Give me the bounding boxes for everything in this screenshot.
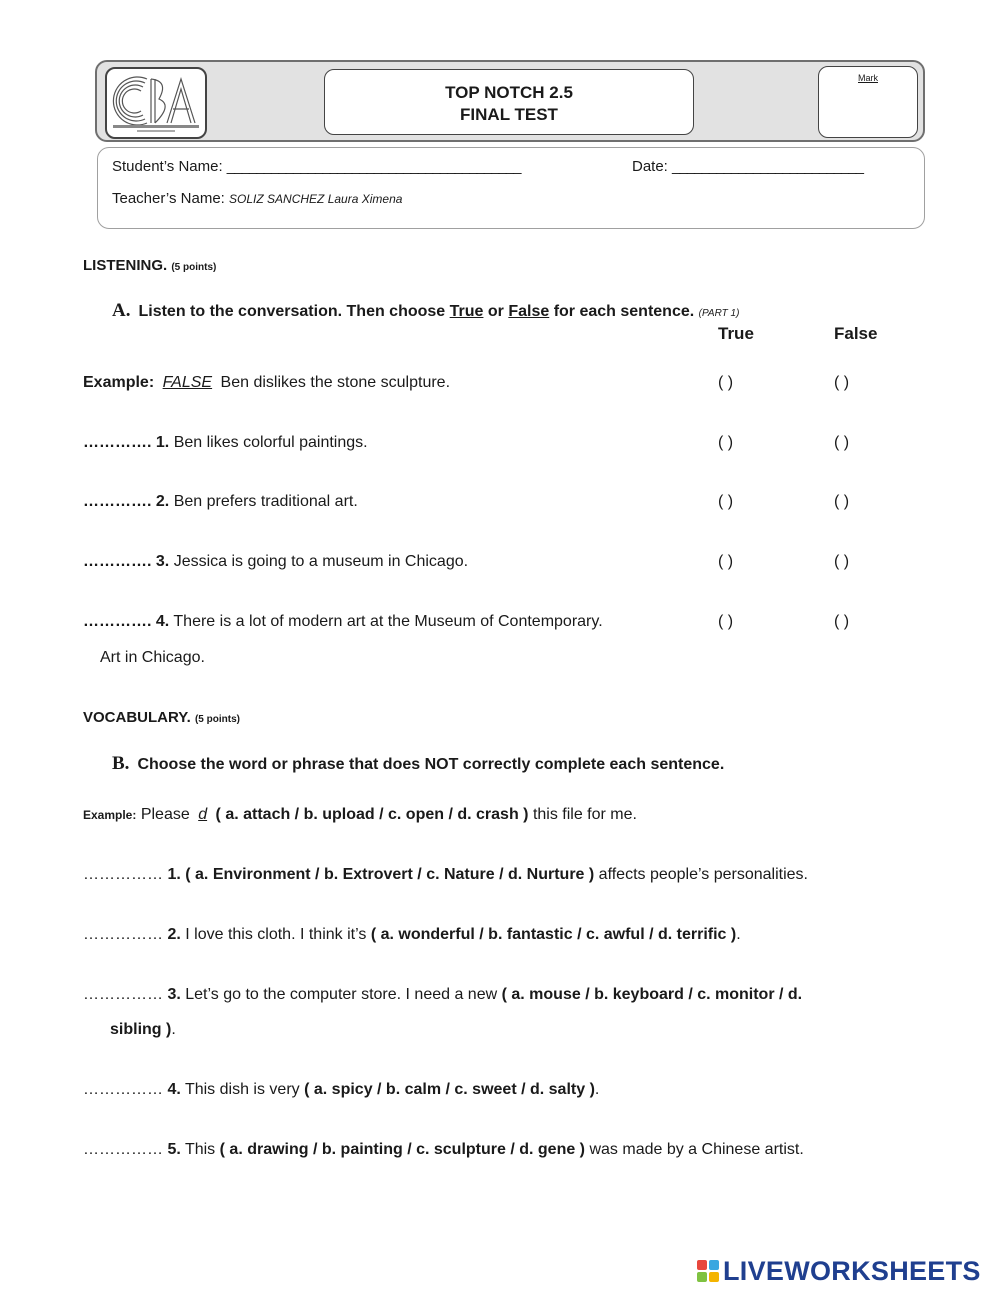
item-4-true-choice[interactable]: ( ): [718, 613, 734, 630]
date-field[interactable]: __________________________: [672, 158, 863, 175]
example-true-choice[interactable]: ( ): [718, 374, 734, 391]
example-label: Example:: [83, 808, 137, 822]
vocabulary-example: Example: Please d ( a. attach / b. upload / c. open / d. crash ) this file for me.: [83, 806, 637, 823]
item-text-after: .: [594, 1081, 600, 1098]
answer-blank[interactable]: ……………: [83, 866, 163, 883]
answer-blank[interactable]: ………….: [83, 553, 152, 570]
item-number: 1.: [167, 866, 181, 883]
item-1-false-choice[interactable]: ( ): [834, 434, 850, 451]
column-true-header: True: [718, 324, 754, 343]
school-logo: [105, 67, 207, 139]
item-text-before: This dish is very: [184, 1081, 300, 1098]
item-text-after: was made by a Chinese artist.: [589, 1141, 804, 1158]
liveworksheets-brand: LIVEWORKSHEETS: [723, 1255, 981, 1286]
vocabulary-item-4: [83, 1081, 599, 1099]
listening-instruction: A. Listen to the conversation. Then choose True or False for each sentence. (PART 1): [112, 300, 740, 321]
item-2-false-choice[interactable]: ( ): [834, 493, 850, 510]
item-number: 4.: [167, 1081, 181, 1098]
vocabulary-points: (5 points): [194, 714, 240, 725]
example-false-choice[interactable]: ( ): [834, 374, 850, 391]
mark-label: Mark: [858, 73, 878, 83]
header-band: [95, 60, 925, 142]
item-options: ( a. drawing / b. painting / c. sculpture / d. gene ): [219, 1141, 586, 1158]
vocabulary-item-3: [83, 986, 802, 1004]
item-text-before: Let’s go to the computer store. I need a new: [185, 986, 498, 1003]
example-answer: FALSE: [162, 374, 213, 391]
item-text: Ben prefers traditional art.: [173, 493, 358, 510]
liveworksheets-icon: [697, 1260, 719, 1282]
item-options: ( a. spicy / b. calm / c. sweet / d. salty ): [304, 1081, 595, 1098]
example-answer: d: [198, 806, 208, 823]
answer-blank[interactable]: ……………: [83, 1081, 163, 1098]
student-info-box: [97, 147, 925, 229]
item-number: 3.: [167, 986, 181, 1003]
date-label: Date:: [632, 158, 668, 175]
teacher-name-value: SOLIZ SANCHEZ Laura Ximena: [229, 192, 403, 206]
item-number: 5.: [167, 1141, 181, 1158]
item-options: ( a. mouse / b. keyboard / c. monitor / d.: [501, 986, 803, 1003]
vocabulary-item-5: [83, 1141, 804, 1159]
section-letter-b: B.: [112, 753, 130, 774]
listening-title: LISTENING. (5 points): [83, 257, 217, 274]
vocabulary-item-1: [83, 866, 808, 884]
answer-blank[interactable]: ……………: [83, 1141, 163, 1158]
teacher-name-line: [112, 190, 402, 207]
item-1-true-choice[interactable]: ( ): [718, 434, 734, 451]
listening-points: (5 points): [171, 262, 217, 273]
item-number: 2.: [167, 926, 181, 943]
answer-blank[interactable]: ……………: [83, 986, 163, 1003]
item-text-before: I love this cloth. I think it’s: [185, 926, 367, 943]
item-text: Jessica is going to a museum in Chicago.: [173, 553, 469, 570]
item-text: Ben likes colorful paintings.: [173, 434, 368, 451]
listening-item-3: [83, 553, 468, 571]
example-text: Ben dislikes the stone sculpture.: [220, 374, 451, 391]
answer-blank[interactable]: ……………: [83, 926, 163, 943]
item-options: ( a. Environment / b. Extrovert / c. Nature / d. Nurture ): [185, 866, 595, 883]
item-number: 2.: [155, 493, 170, 510]
student-name-label: Student’s Name:: [112, 158, 223, 175]
student-name-field[interactable]: ________________________________________: [226, 158, 521, 175]
answer-blank[interactable]: ………….: [83, 434, 152, 451]
vocabulary-item-2: [83, 926, 741, 944]
part-label: (PART 1): [698, 308, 740, 319]
listening-item-4: [83, 613, 603, 631]
item-options: ( a. wonderful / b. fantastic / c. awful / d. terrific ): [370, 926, 737, 943]
liveworksheets-logo[interactable]: [697, 1257, 981, 1285]
item-3-false-choice[interactable]: ( ): [834, 553, 850, 570]
item-text-after: affects people’s personalities.: [598, 866, 808, 883]
vocabulary-instruction: B. Choose the word or phrase that does NOT correctly complete each sentence.: [112, 753, 725, 774]
cba-logo-icon: [107, 69, 205, 137]
example-label: Example:: [83, 374, 155, 391]
listening-item-1: [83, 434, 368, 452]
item-3-true-choice[interactable]: ( ): [718, 553, 734, 570]
item-2-true-choice[interactable]: ( ): [718, 493, 734, 510]
item-4-false-choice[interactable]: ( ): [834, 613, 850, 630]
answer-blank[interactable]: ………….: [83, 613, 152, 630]
item-text: There is a lot of modern art at the Museum of Contemporary.: [173, 613, 603, 630]
teacher-name-label: Teacher’s Name:: [112, 190, 225, 207]
title-line-1: TOP NOTCH 2.5: [445, 83, 573, 102]
title-line-2: FINAL TEST: [460, 105, 558, 124]
column-false-header: False: [834, 324, 878, 343]
item-text-before: This: [184, 1141, 216, 1158]
item-text-after: .: [736, 926, 741, 943]
section-letter-a: A.: [112, 300, 131, 321]
answer-blank[interactable]: ………….: [83, 493, 152, 510]
listening-example: [83, 374, 450, 392]
vocabulary-item-3-continued: sibling ).: [110, 1021, 176, 1038]
test-title: [324, 69, 694, 135]
listening-item-2: [83, 493, 358, 511]
item-number: 1.: [155, 434, 170, 451]
vocabulary-title: VOCABULARY. (5 points): [83, 709, 240, 726]
example-options: ( a. attach / b. upload / c. open / d. crash ): [215, 806, 529, 823]
listening-item-4-continued: Art in Chicago.: [100, 649, 205, 666]
mark-box[interactable]: [818, 66, 918, 138]
item-number: 3.: [155, 553, 170, 570]
student-name-line: [112, 158, 521, 175]
date-line: [632, 158, 863, 175]
item-number: 4.: [155, 613, 170, 630]
